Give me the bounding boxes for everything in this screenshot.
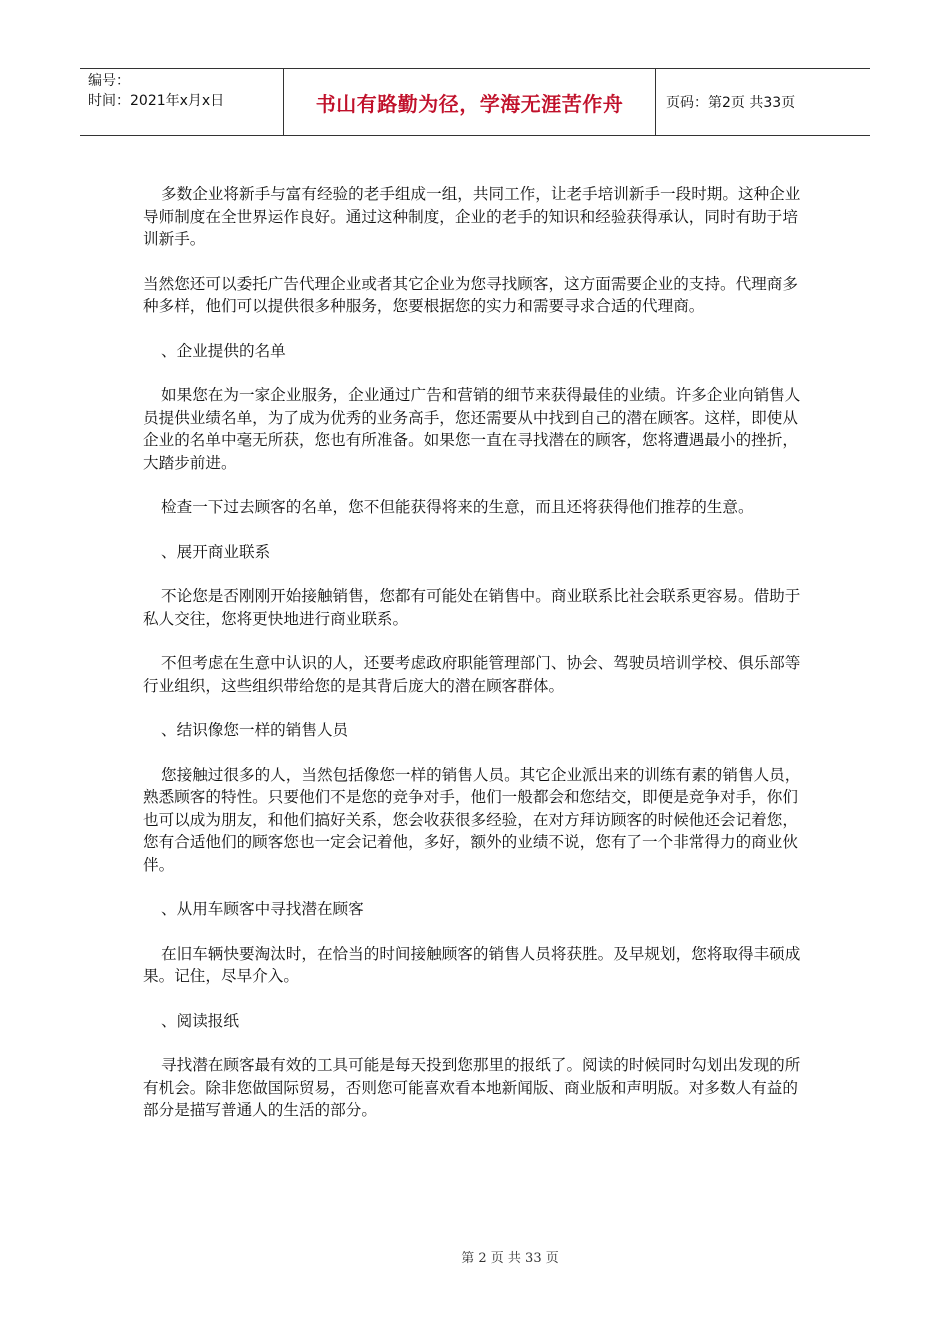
section-heading: 、结识像您一样的销售人员 [161, 721, 349, 739]
document-date: 时间：2021年x月x日 [88, 93, 225, 109]
section-heading: 、阅读报纸 [161, 1011, 239, 1030]
page-footer: 第 2 页 共 33 页 [461, 1251, 559, 1266]
body-paragraph: 寻找潜在顾客最有效的工具可能是每天投到您那里的报纸了。阅读的时候同时勾划出发现的所有机会。除非您做国际贸易，否则您可能喜欢看本地新闻版、商业版和声明版。对多数人有益的部分是描写普通人的生活的部分。 [143, 1056, 801, 1119]
document-body [143, 183, 811, 1122]
page-header [80, 68, 870, 136]
document-number-label: 编号： [88, 73, 130, 89]
body-paragraph: 当然您还可以委托广告代理企业或者其它企业为您寻找顾客，这方面需要企业的支持。代理商多种多样，他们可以提供很多种服务，您要根据您的实力和需要寻求合适的代理商。 [143, 274, 798, 315]
body-paragraph: 不但考虑在生意中认识的人，还要考虑政府职能管理部门、协会、驾驶员培训学校、俱乐部等行业组织，这些组织带给您的是其背后庞大的潜在顾客群体。 [143, 654, 801, 695]
body-paragraph: 不论您是否刚刚开始接触销售，您都有可能处在销售中。商业联系比社会联系更容易。借助于私人交往，您将更快地进行商业联系。 [143, 587, 801, 628]
section-heading: 、展开商业联系 [161, 542, 271, 561]
body-paragraph: 检查一下过去顾客的名单，您不但能获得将来的生意，而且还将获得他们推荐的生意。 [161, 498, 754, 516]
body-paragraph: 在旧车辆快要淘汰时，在恰当的时间接触顾客的销售人员将获胜。及早规划，您将取得丰硕成果。记住，尽早介入。 [143, 944, 801, 985]
section-heading: 、企业提供的名单 [161, 341, 286, 360]
header-motto: 书山有路勤为径，学海无涯苦作舟 [283, 69, 656, 135]
body-paragraph: 如果您在为一家企业服务，企业通过广告和营销的细节来获得最佳的业绩。许多企业向销售人员提供业绩名单，为了成为优秀的业务高手，您还需要从中找到自己的潜在顾客。这样，即使从企业的名单中毫无所获，您也有所准备。如果您一直在寻找潜在的顾客，您将遭遇最小的挫折，大踏步前进。 [143, 386, 801, 472]
section-heading: 、从用车顾客中寻找潜在顾客 [161, 900, 364, 918]
header-meta [80, 69, 283, 135]
body-paragraph: 多数企业将新手与富有经验的老手组成一组，共同工作，让老手培训新手一段时期。这种企业导师制度在全世界运作良好。通过这种制度，企业的老手的知识和经验获得承认，同时有助于培训新手。 [143, 185, 801, 248]
header-page-info: 页码：第2页 共33页 [666, 95, 796, 111]
body-paragraph: 您接触过很多的人，当然包括像您一样的销售人员。其它企业派出来的训练有素的销售人员，熟悉顾客的特性。只要他们不是您的竞争对手，他们一般都会和您结交，即便是竞争对手，你们也可以成为朋友，和他们搞好关系，您会收获很多经验，在对方拜访顾客的时候他还会记着您，您有合适他们的顾客您也一定会记着他，多好，额外的业绩不说，您有了一个非常得力的商业伙伴。 [143, 765, 801, 874]
